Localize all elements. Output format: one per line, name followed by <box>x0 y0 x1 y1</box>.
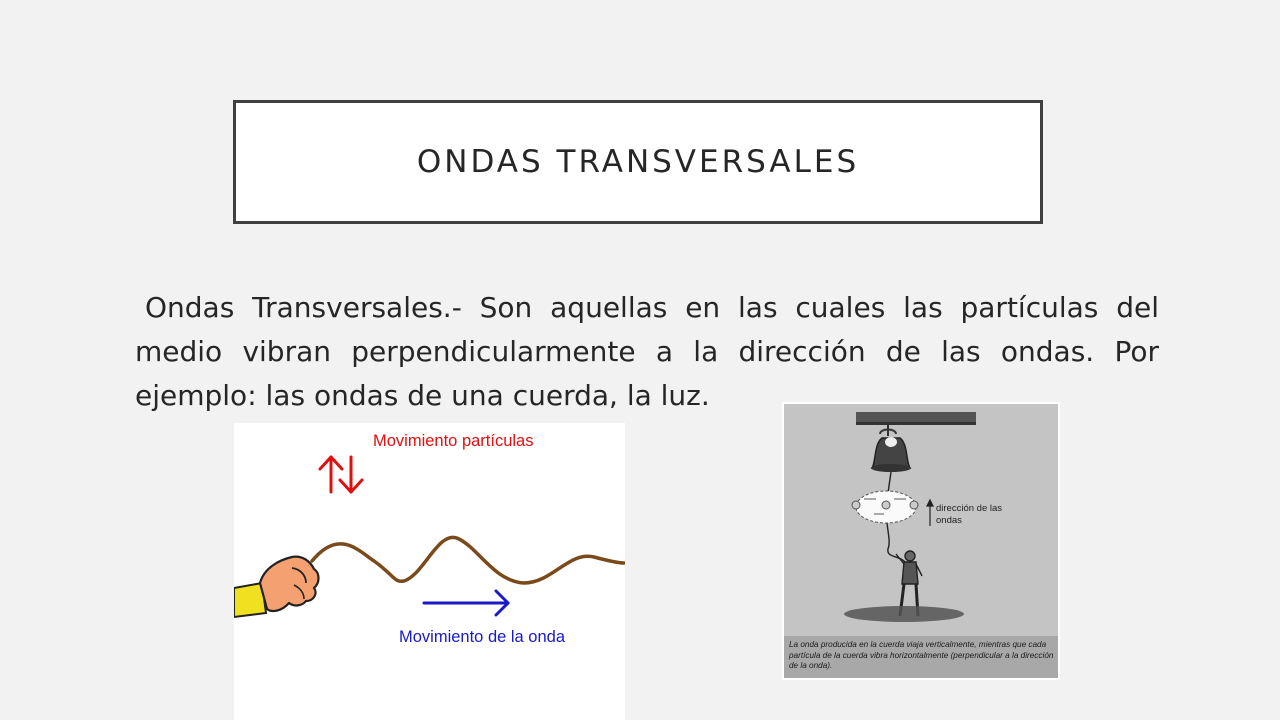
slide-body-text: Ondas Transversales.- Son aquellas en las cuales las partículas del medio vibran perpendicularmente a la dirección de las ondas. Por ejemplo: las ondas de una cuerda, la luz. <box>135 291 1159 412</box>
direction-arrow <box>927 500 933 526</box>
title-box <box>233 100 1043 224</box>
particle-motion-arrows <box>320 457 362 492</box>
direction-label: dirección de las ondas <box>936 503 1003 526</box>
rope-wave-drawing <box>234 423 625 720</box>
particle-motion-label: Movimiento partículas <box>373 432 534 450</box>
ground-shadow <box>844 606 964 622</box>
wave-motion-label: Movimiento de la onda <box>399 628 566 646</box>
slide-title: ONDAS TRANSVERSALES <box>416 144 860 180</box>
wave-direction-arrow <box>424 591 508 615</box>
rope-wave <box>312 537 624 583</box>
rope-wave-figure <box>234 423 625 720</box>
figure-caption: La onda producida en la cuerda viaja verticalmente, mientras que cada partícula de la cuerda vibra horizontalmente (perpendicular a la dirección de la onda). <box>789 640 1054 670</box>
fist <box>260 557 319 611</box>
bell-rope-drawing <box>784 404 1058 678</box>
ceiling-beam <box>856 412 976 422</box>
bell-rope-figure <box>782 402 1060 680</box>
